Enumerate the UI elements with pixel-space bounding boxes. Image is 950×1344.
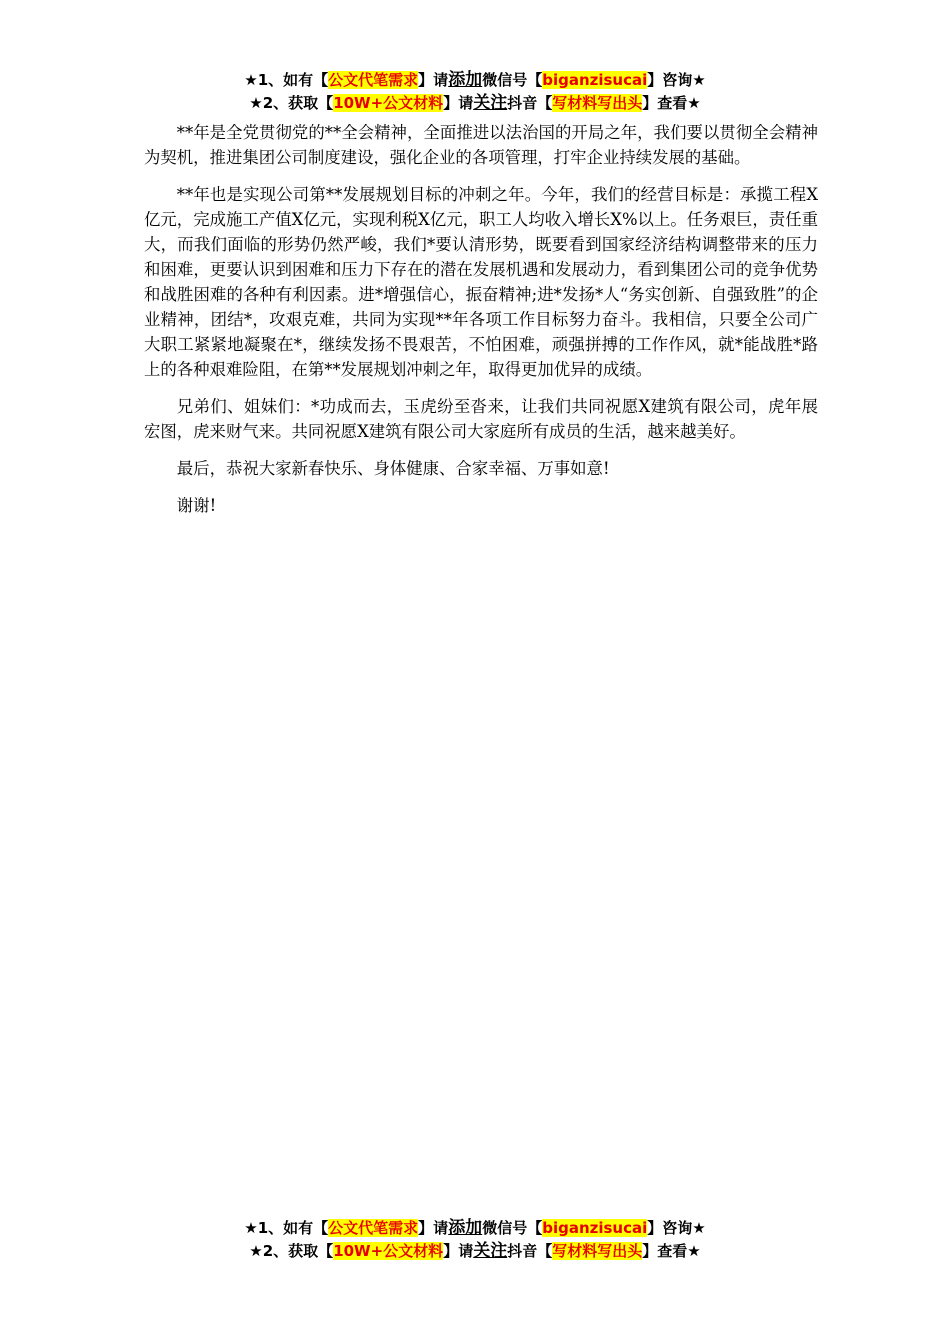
paragraph: 谢谢! — [176, 496, 217, 515]
paragraph: 最后，恭祝大家新春快乐、身体健康、合家幸福、万事如意! — [176, 459, 610, 478]
banner-emphasis: 关注 — [473, 93, 508, 113]
banner-text: ★1、如有【 — [244, 1219, 329, 1237]
banner-highlight: 10W+公文材料 — [333, 94, 444, 112]
paragraph: 兄弟们、姐妹们：*功成而去，玉虎纷至沓来，让我们共同祝愿X建筑有限公司，虎年展宏图，虎来财气来。共同祝愿X建筑有限公司大家庭所有成员的生活，越来越美好。 — [144, 397, 818, 441]
banner-text: 】请 — [443, 94, 474, 112]
banner-emphasis: 添加 — [448, 70, 483, 90]
banner-highlight: 公文代笔需求 — [328, 1219, 419, 1237]
footer-banner — [0, 1217, 950, 1263]
banner-highlight: biganzisucai — [542, 1219, 648, 1237]
banner-line-2 — [0, 92, 950, 115]
banner-text: 】请 — [418, 1219, 449, 1237]
banner-highlight: 写材料写出头 — [552, 1242, 643, 1260]
banner-emphasis: 关注 — [473, 1241, 508, 1261]
banner-text: ★2、获取【 — [249, 94, 334, 112]
banner-emphasis: 添加 — [448, 1218, 483, 1238]
header-banner — [0, 69, 950, 115]
banner-text: 】查看★ — [642, 94, 701, 112]
banner-text: 微信号【 — [482, 1219, 543, 1237]
banner-text: 微信号【 — [482, 71, 543, 89]
banner-text: 】查看★ — [642, 1242, 701, 1260]
banner-text: ★2、获取【 — [249, 1242, 334, 1260]
banner-text: 】咨询★ — [647, 1219, 706, 1237]
banner-text: 】请 — [443, 1242, 474, 1260]
banner-line-1 — [0, 1217, 950, 1240]
banner-line-2 — [0, 1240, 950, 1263]
banner-highlight: 写材料写出头 — [552, 94, 643, 112]
banner-text: ★1、如有【 — [244, 71, 329, 89]
banner-text: 抖音【 — [507, 1242, 553, 1260]
banner-highlight: 公文代笔需求 — [328, 71, 419, 89]
banner-highlight: biganzisucai — [542, 71, 648, 89]
paragraph: **年是全党贯彻党的**全会精神，全面推进以法治国的开局之年，我们要以贯彻全会精神为契机，推进集团公司制度建设，强化企业的各项管理，打牢企业持续发展的基础。 — [144, 123, 818, 167]
banner-text: 】咨询★ — [647, 71, 706, 89]
paragraph: **年也是实现公司第**发展规划目标的冲刺之年。今年，我们的经营目标是：承揽工程X亿元，完成施工产值X亿元，实现利税X亿元，职工人均收入增长X%以上。任务艰巨，责任重大，而我们面临的形势仍然严峻，我们*要认清形势，既要看到国家经济结构调整带来的压力和困难，更要认识到困难和压力下存在的潜在发展机遇和发展动力，看到集团公司的竞争优势和战胜困难的各种有利因素。进*增强信心，振奋精神;进*发扬*人“务实创新、自强致胜”的企业精神，团结*，攻艰克难，共同为实现**年各项工作目标努力奋斗。我相信，只要全公司广大职工紧紧地凝聚在*，继续发扬不畏艰苦，不怕困难，顽强拼搏的工作作风，就*能战胜*路上的各种艰难险阻，在第**发展规划冲刺之年，取得更加优异的成绩。 — [144, 185, 818, 379]
banner-line-1 — [0, 69, 950, 92]
document-body — [144, 120, 818, 530]
banner-highlight: 10W+公文材料 — [333, 1242, 444, 1260]
banner-text: 抖音【 — [507, 94, 553, 112]
banner-text: 】请 — [418, 71, 449, 89]
